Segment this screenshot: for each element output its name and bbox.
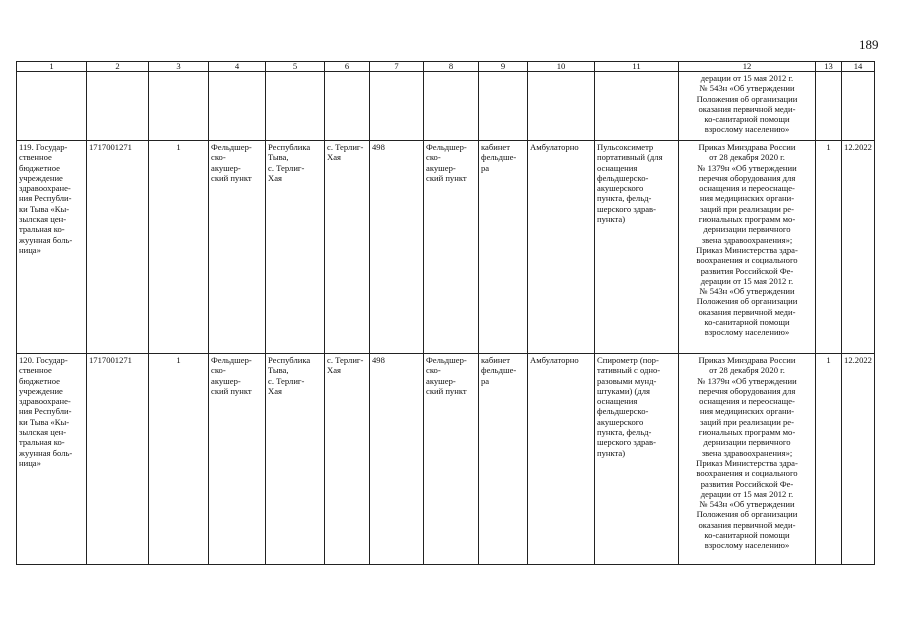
equipment-cell bbox=[595, 354, 679, 565]
text-line: оснащения и переоснаще- bbox=[699, 183, 795, 194]
text-line: № 1379н «Об утверждении bbox=[697, 162, 797, 173]
text-line: Хая bbox=[268, 172, 282, 183]
text-line: Фельдшер- bbox=[211, 355, 252, 365]
text-line: фельдше- bbox=[481, 365, 517, 376]
unit-cell bbox=[424, 141, 479, 354]
text-line: ки Тыва «Кы- bbox=[19, 416, 70, 427]
text-line: Приказ Министерства здра- bbox=[696, 244, 798, 255]
text-line: зылская цен- bbox=[19, 214, 67, 225]
column-number: 7 bbox=[370, 62, 424, 72]
text-line: Фельдшер- bbox=[426, 142, 467, 152]
text-line: ница» bbox=[19, 244, 41, 255]
quantity-cell: 1 bbox=[816, 141, 842, 354]
text-line: ско- bbox=[426, 365, 441, 376]
facility-type-cell bbox=[209, 141, 266, 354]
text-line: акушер- bbox=[426, 375, 456, 386]
text-line: Фельдшер- bbox=[426, 355, 467, 365]
text-line: Фельдшер- bbox=[211, 142, 252, 152]
text-line: здравоохране- bbox=[19, 183, 71, 194]
organization-cell bbox=[17, 141, 87, 354]
care-form-cell: Амбулаторно bbox=[528, 354, 595, 565]
text-line: ский пункт bbox=[211, 172, 252, 183]
text-line: ственное bbox=[19, 365, 52, 376]
column-number-row bbox=[17, 62, 875, 72]
date-cell: 12.2022 bbox=[842, 354, 875, 565]
text-line: фельдшерско- bbox=[597, 406, 649, 417]
text-line: перечня оборудования для bbox=[698, 385, 796, 396]
text-line: Тыва, bbox=[268, 365, 289, 376]
text-line: № 543н «Об утверждении bbox=[699, 499, 795, 510]
text-line: разовыми мунд- bbox=[597, 375, 657, 386]
text-line: акушерского bbox=[597, 416, 644, 427]
room-cell bbox=[479, 141, 528, 354]
text-line: оказания первичной меди- bbox=[698, 306, 796, 317]
text-line: с. Терлиг- bbox=[327, 142, 364, 152]
text-line: с. Терлиг- bbox=[327, 355, 364, 365]
text-line: бюджетное bbox=[19, 162, 60, 173]
text-line: ра bbox=[481, 375, 490, 386]
table-row bbox=[17, 141, 875, 354]
text-line: Положения об организации bbox=[696, 93, 798, 104]
text-line: шерского здрав- bbox=[597, 437, 656, 448]
column-number: 10 bbox=[528, 62, 595, 72]
register-table bbox=[16, 61, 875, 565]
text-line: с. Терлиг- bbox=[268, 375, 305, 386]
address-cell bbox=[266, 141, 325, 354]
column-number: 3 bbox=[149, 62, 209, 72]
text-line: ко-санитарной помощи bbox=[704, 317, 790, 328]
equipment-cell bbox=[595, 141, 679, 354]
text-line: ния Республи- bbox=[19, 193, 72, 204]
column-number: 11 bbox=[595, 62, 679, 72]
text-line: Положения об организации bbox=[696, 296, 798, 307]
text-line: взрослому населению» bbox=[704, 327, 790, 338]
text-line: заций при реализации ре- bbox=[700, 416, 794, 427]
text-line: Тыва, bbox=[268, 152, 289, 163]
text-line: оказания первичной меди- bbox=[698, 103, 796, 114]
count-cell: 1 bbox=[149, 141, 209, 354]
text-line: Хая bbox=[268, 385, 282, 396]
column-number: 1 bbox=[17, 62, 87, 72]
inn-cell: 1717001271 bbox=[87, 141, 149, 354]
column-number: 6 bbox=[325, 62, 370, 72]
text-line: Республика bbox=[268, 142, 311, 152]
text-line: ра bbox=[481, 162, 490, 173]
text-line: от 28 декабря 2020 г. bbox=[709, 152, 785, 163]
text-line: учреждение bbox=[19, 385, 63, 396]
text-line: зылская цен- bbox=[19, 427, 67, 438]
column-number: 13 bbox=[816, 62, 842, 72]
address-cell bbox=[266, 354, 325, 565]
settlement-cell bbox=[325, 141, 370, 354]
text-line: кабинет bbox=[481, 142, 510, 152]
text-line: Положения об организации bbox=[696, 509, 798, 520]
text-line: оснащения bbox=[597, 396, 638, 407]
text-line: Приказ Минздрава России bbox=[698, 355, 796, 365]
text-line: развития Российской Фе- bbox=[700, 478, 794, 489]
table-row-continued bbox=[17, 72, 875, 141]
text-line: Спирометр (пор- bbox=[597, 355, 659, 365]
text-line: пункта) bbox=[597, 447, 626, 458]
text-line: ско- bbox=[426, 152, 441, 163]
text-line: № 543н «Об утверждении bbox=[699, 83, 795, 94]
text-line: оказания первичной меди- bbox=[698, 519, 796, 530]
inn-cell: 1717001271 bbox=[87, 354, 149, 565]
text-line: ница» bbox=[19, 457, 41, 468]
text-line: оснащения и переоснаще- bbox=[699, 396, 795, 407]
text-line: звена здравоохранения»; bbox=[701, 447, 793, 458]
quantity-cell: 1 bbox=[816, 354, 842, 565]
text-line: тативный с одно- bbox=[597, 365, 661, 376]
date-cell: 12.2022 bbox=[842, 141, 875, 354]
text-line: ко-санитарной помощи bbox=[704, 114, 790, 125]
text-line: пункта, фельд- bbox=[597, 427, 652, 438]
text-line: кабинет bbox=[481, 355, 510, 365]
column-number: 12 bbox=[679, 62, 816, 72]
text-line: оснащения bbox=[597, 162, 638, 173]
text-line: акушер- bbox=[211, 375, 241, 386]
text-line: с. Терлиг- bbox=[268, 162, 305, 173]
text-line: пункта, фельд- bbox=[597, 193, 652, 204]
text-line: тральная ко- bbox=[19, 437, 65, 448]
text-line: акушерского bbox=[597, 183, 644, 194]
text-line: дерации от 15 мая 2012 г. bbox=[700, 488, 794, 499]
room-cell bbox=[479, 354, 528, 565]
text-line: тральная ко- bbox=[19, 224, 65, 235]
text-line: воохранения и социального bbox=[696, 468, 798, 479]
facility-type-cell bbox=[209, 354, 266, 565]
text-line: учреждение bbox=[19, 172, 63, 183]
text-line: портативный (для bbox=[597, 152, 663, 163]
text-line: ско- bbox=[211, 365, 226, 376]
column-number: 4 bbox=[209, 62, 266, 72]
text-line: звена здравоохранения»; bbox=[701, 234, 793, 245]
text-line: акушер- bbox=[211, 162, 241, 173]
text-line: ния медицинских органи- bbox=[699, 406, 795, 417]
text-line: фельдше- bbox=[481, 152, 517, 163]
text-line: штуками) (для bbox=[597, 385, 650, 396]
column-number: 5 bbox=[266, 62, 325, 72]
column-number: 2 bbox=[87, 62, 149, 72]
text-line: дерации от 15 мая 2012 г. bbox=[700, 275, 794, 286]
text-line: от 28 декабря 2020 г. bbox=[709, 365, 785, 376]
text-line: гиональных программ мо- bbox=[698, 427, 796, 438]
text-line: ский пункт bbox=[426, 385, 467, 396]
organization-cell bbox=[17, 354, 87, 565]
text-line: ко-санитарной помощи bbox=[704, 530, 790, 541]
text-line: дернизации первичного bbox=[703, 437, 791, 448]
care-form-cell: Амбулаторно bbox=[528, 141, 595, 354]
unit-cell bbox=[424, 354, 479, 565]
text-line: Приказ Минздрава России bbox=[698, 142, 796, 152]
count-cell: 1 bbox=[149, 354, 209, 565]
text-line: заций при реализации ре- bbox=[700, 203, 794, 214]
text-line: акушер- bbox=[426, 162, 456, 173]
text-line: ния Республи- bbox=[19, 406, 72, 417]
text-line: Республика bbox=[268, 355, 311, 365]
text-line: дернизации первичного bbox=[703, 224, 791, 235]
text-line: жуунная боль- bbox=[19, 234, 73, 245]
text-line: бюджетное bbox=[19, 375, 60, 386]
text-line: Пульсоксиметр bbox=[597, 142, 654, 152]
text-line: воохранения и социального bbox=[696, 255, 798, 266]
text-line: Приказ Министерства здра- bbox=[696, 457, 798, 468]
column-number: 8 bbox=[424, 62, 479, 72]
text-line: перечня оборудования для bbox=[698, 172, 796, 183]
text-line: ский пункт bbox=[211, 385, 252, 396]
legal-basis-cell bbox=[679, 354, 816, 565]
text-line: шерского здрав- bbox=[597, 203, 656, 214]
text-line: развития Российской Фе- bbox=[700, 265, 794, 276]
text-line: Хая bbox=[327, 365, 341, 376]
table-row bbox=[17, 354, 875, 565]
text-line: гиональных программ мо- bbox=[698, 214, 796, 225]
text-line: жуунная боль- bbox=[19, 447, 73, 458]
legal-basis-cell bbox=[679, 141, 816, 354]
column-number: 14 bbox=[842, 62, 875, 72]
population-cell: 498 bbox=[370, 354, 424, 565]
population-cell: 498 bbox=[370, 141, 424, 354]
page-number: 189 bbox=[859, 37, 879, 52]
legal-basis-cell bbox=[679, 72, 816, 141]
text-line: здравоохране- bbox=[19, 396, 71, 407]
text-line: ния медицинских органи- bbox=[699, 193, 795, 204]
text-line: № 543н «Об утверждении bbox=[699, 286, 795, 297]
text-line: взрослому населению» bbox=[704, 124, 790, 135]
text-line: ки Тыва «Кы- bbox=[19, 203, 70, 214]
text-line: 119. Государ- bbox=[19, 142, 68, 152]
text-line: фельдшерско- bbox=[597, 172, 649, 183]
text-line: взрослому населению» bbox=[704, 540, 790, 551]
text-line: № 1379н «Об утверждении bbox=[697, 375, 797, 386]
text-line: ственное bbox=[19, 152, 52, 163]
text-line: ский пункт bbox=[426, 172, 467, 183]
text-line: 120. Государ- bbox=[19, 355, 68, 365]
text-line: Хая bbox=[327, 152, 341, 163]
text-line: пункта) bbox=[597, 214, 626, 225]
text-line: дерации от 15 мая 2012 г. bbox=[700, 73, 794, 83]
column-number: 9 bbox=[479, 62, 528, 72]
text-line: ско- bbox=[211, 152, 226, 163]
settlement-cell bbox=[325, 354, 370, 565]
